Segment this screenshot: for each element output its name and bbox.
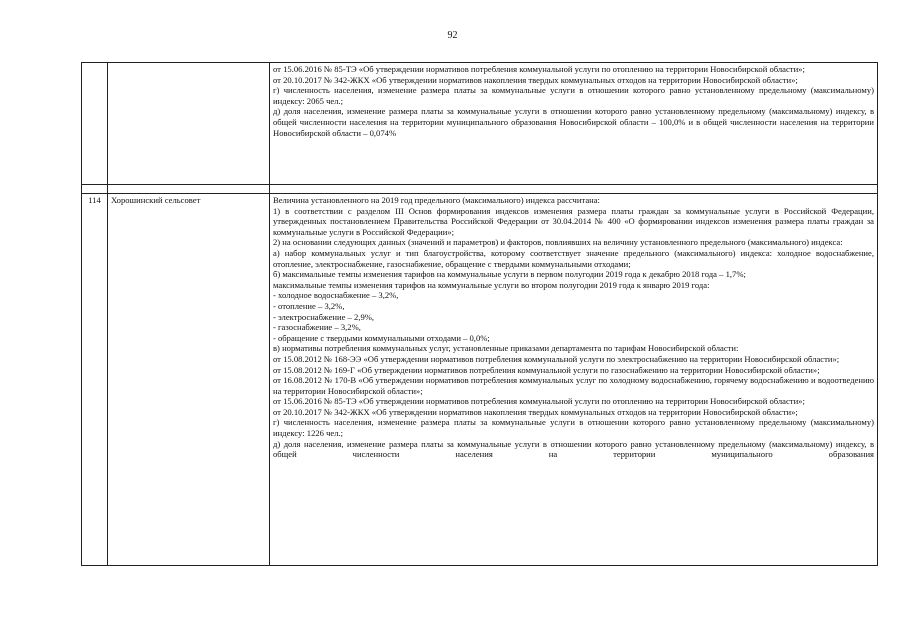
spacer-cell xyxy=(270,185,878,194)
paragraph: г) численность населения, изменение размера платы за коммунальные услуги в отношении которого равно установленному предельному (максимальному) индексу: 2065 чел.; xyxy=(273,85,874,106)
paragraph: Величина установленного на 2019 год предельного (максимального) индекса рассчитана: xyxy=(273,195,600,205)
municipality-name-cell xyxy=(108,63,270,185)
description-cell xyxy=(270,63,878,185)
municipality-name-cell: Хорошинский сельсовет xyxy=(108,194,270,566)
paragraph: д) доля населения, изменение размера платы за коммунальные услуги в отношении которого равно установленному предельному (максимальному) индексу, в общей численности населения на территории муниципального образования Новосибирской области – 100,0% и в общей численности населения на территории Новосибирской области – 0,074% xyxy=(273,106,874,138)
paragraph: в) нормативы потребления коммунальных услуг, установленные приказами департамента по тарифам Новосибирской области: xyxy=(273,343,739,354)
paragraph: от 15.06.2016 № 85-ТЭ «Об утверждении нормативов потребления коммунальной услуги по отоплению на территории Новосибирской области»; xyxy=(273,64,805,74)
paragraph: от 15.06.2016 № 85-ТЭ «Об утверждении нормативов потребления коммунальной услуги по отоплению на территории Новосибирской области»; xyxy=(273,396,805,407)
paragraph: д) доля населения, изменение размера платы за коммунальные услуги в отношении которого равно установленному предельному (максимальному) индексу, в общей численности населения на территории муниципального образования xyxy=(273,438,874,460)
row-number-cell: 114 xyxy=(82,194,108,566)
paragraph: б) максимальные темпы изменения тарифов на коммунальные услуги в первом полугодии 2019 года к декабрю 2018 года – 1,7%; xyxy=(273,269,746,280)
paragraph: от 15.08.2012 № 169-Г «Об утверждении нормативов потребления коммунальной услуги по газоснабжению на территории Новосибирской области»; xyxy=(273,364,820,375)
paragraph: от 20.10.2017 № 342-ЖКХ «Об утверждении нормативов накопления твердых коммунальных отходов на территории Новосибирской области»; xyxy=(273,406,798,417)
paragraph: - холодное водоснабжение – 3,2%, xyxy=(273,290,399,301)
tariff-index-table xyxy=(81,62,878,566)
paragraph: - обращение с твердыми коммунальными отходами – 0,0%; xyxy=(273,332,490,343)
description-cell xyxy=(270,194,878,566)
table-row xyxy=(82,63,878,185)
paragraph: а) набор коммунальных услуг и тип благоустройства, которому соответствует значение предельного (максимального) индекса: холодное водоснабжение, отопление, электроснабжение, газоснабжение, обращение с твердыми коммунальными отходами; xyxy=(273,247,874,269)
table-row-spacer xyxy=(82,185,878,194)
row-number-cell xyxy=(82,63,108,185)
paragraph: от 15.08.2012 № 168-ЭЭ «Об утверждении нормативов потребления коммунальной услуги по электроснабжению на территории Новосибирской области»; xyxy=(273,353,840,364)
paragraph: - электроснабжение – 2,9%, xyxy=(273,311,375,322)
paragraph: 2) на основании следующих данных (значений и параметров) и факторов, повлиявших на величину установленного предельного (максимального) индекса: xyxy=(273,237,843,248)
paragraph: максимальные темпы изменения тарифов на коммунальные услуги во втором полугодии 2019 года к январю 2019 года: xyxy=(273,279,710,290)
spacer-cell xyxy=(108,185,270,194)
paragraph: от 16.08.2012 № 170-В «Об утверждении нормативов потребления коммунальных услуг по холодному водоснабжению, горячему водоснабжению и водоотведению на территории Новосибирской области»; xyxy=(273,375,874,396)
paragraph: от 20.10.2017 № 342-ЖКХ «Об утверждении нормативов накопления твердых коммунальных отходов на территории Новосибирской области»; xyxy=(273,74,798,85)
paragraph: г) численность населения, изменение размера платы за коммунальные услуги в отношении которого равно установленному предельному (максимальному) индексу: 1226 чел.; xyxy=(273,417,874,439)
paragraph: 1) в соответствии с разделом III Основ формирования индексов изменения размера платы граждан за коммунальные услуги в Российской Федерации, утвержденных постановлением Правительства Российской Федерации от 30.04.2014 № 400 «О формировании индексов изменения размера платы граждан за коммунальные услуги в Российской Федерации»; xyxy=(273,205,874,237)
spacer-cell xyxy=(82,185,108,194)
paragraph: - газоснабжение – 3,2%, xyxy=(273,322,361,333)
paragraph: - отопление – 3,2%, xyxy=(273,300,345,311)
table-row xyxy=(82,194,878,566)
page-number: 92 xyxy=(447,30,458,41)
